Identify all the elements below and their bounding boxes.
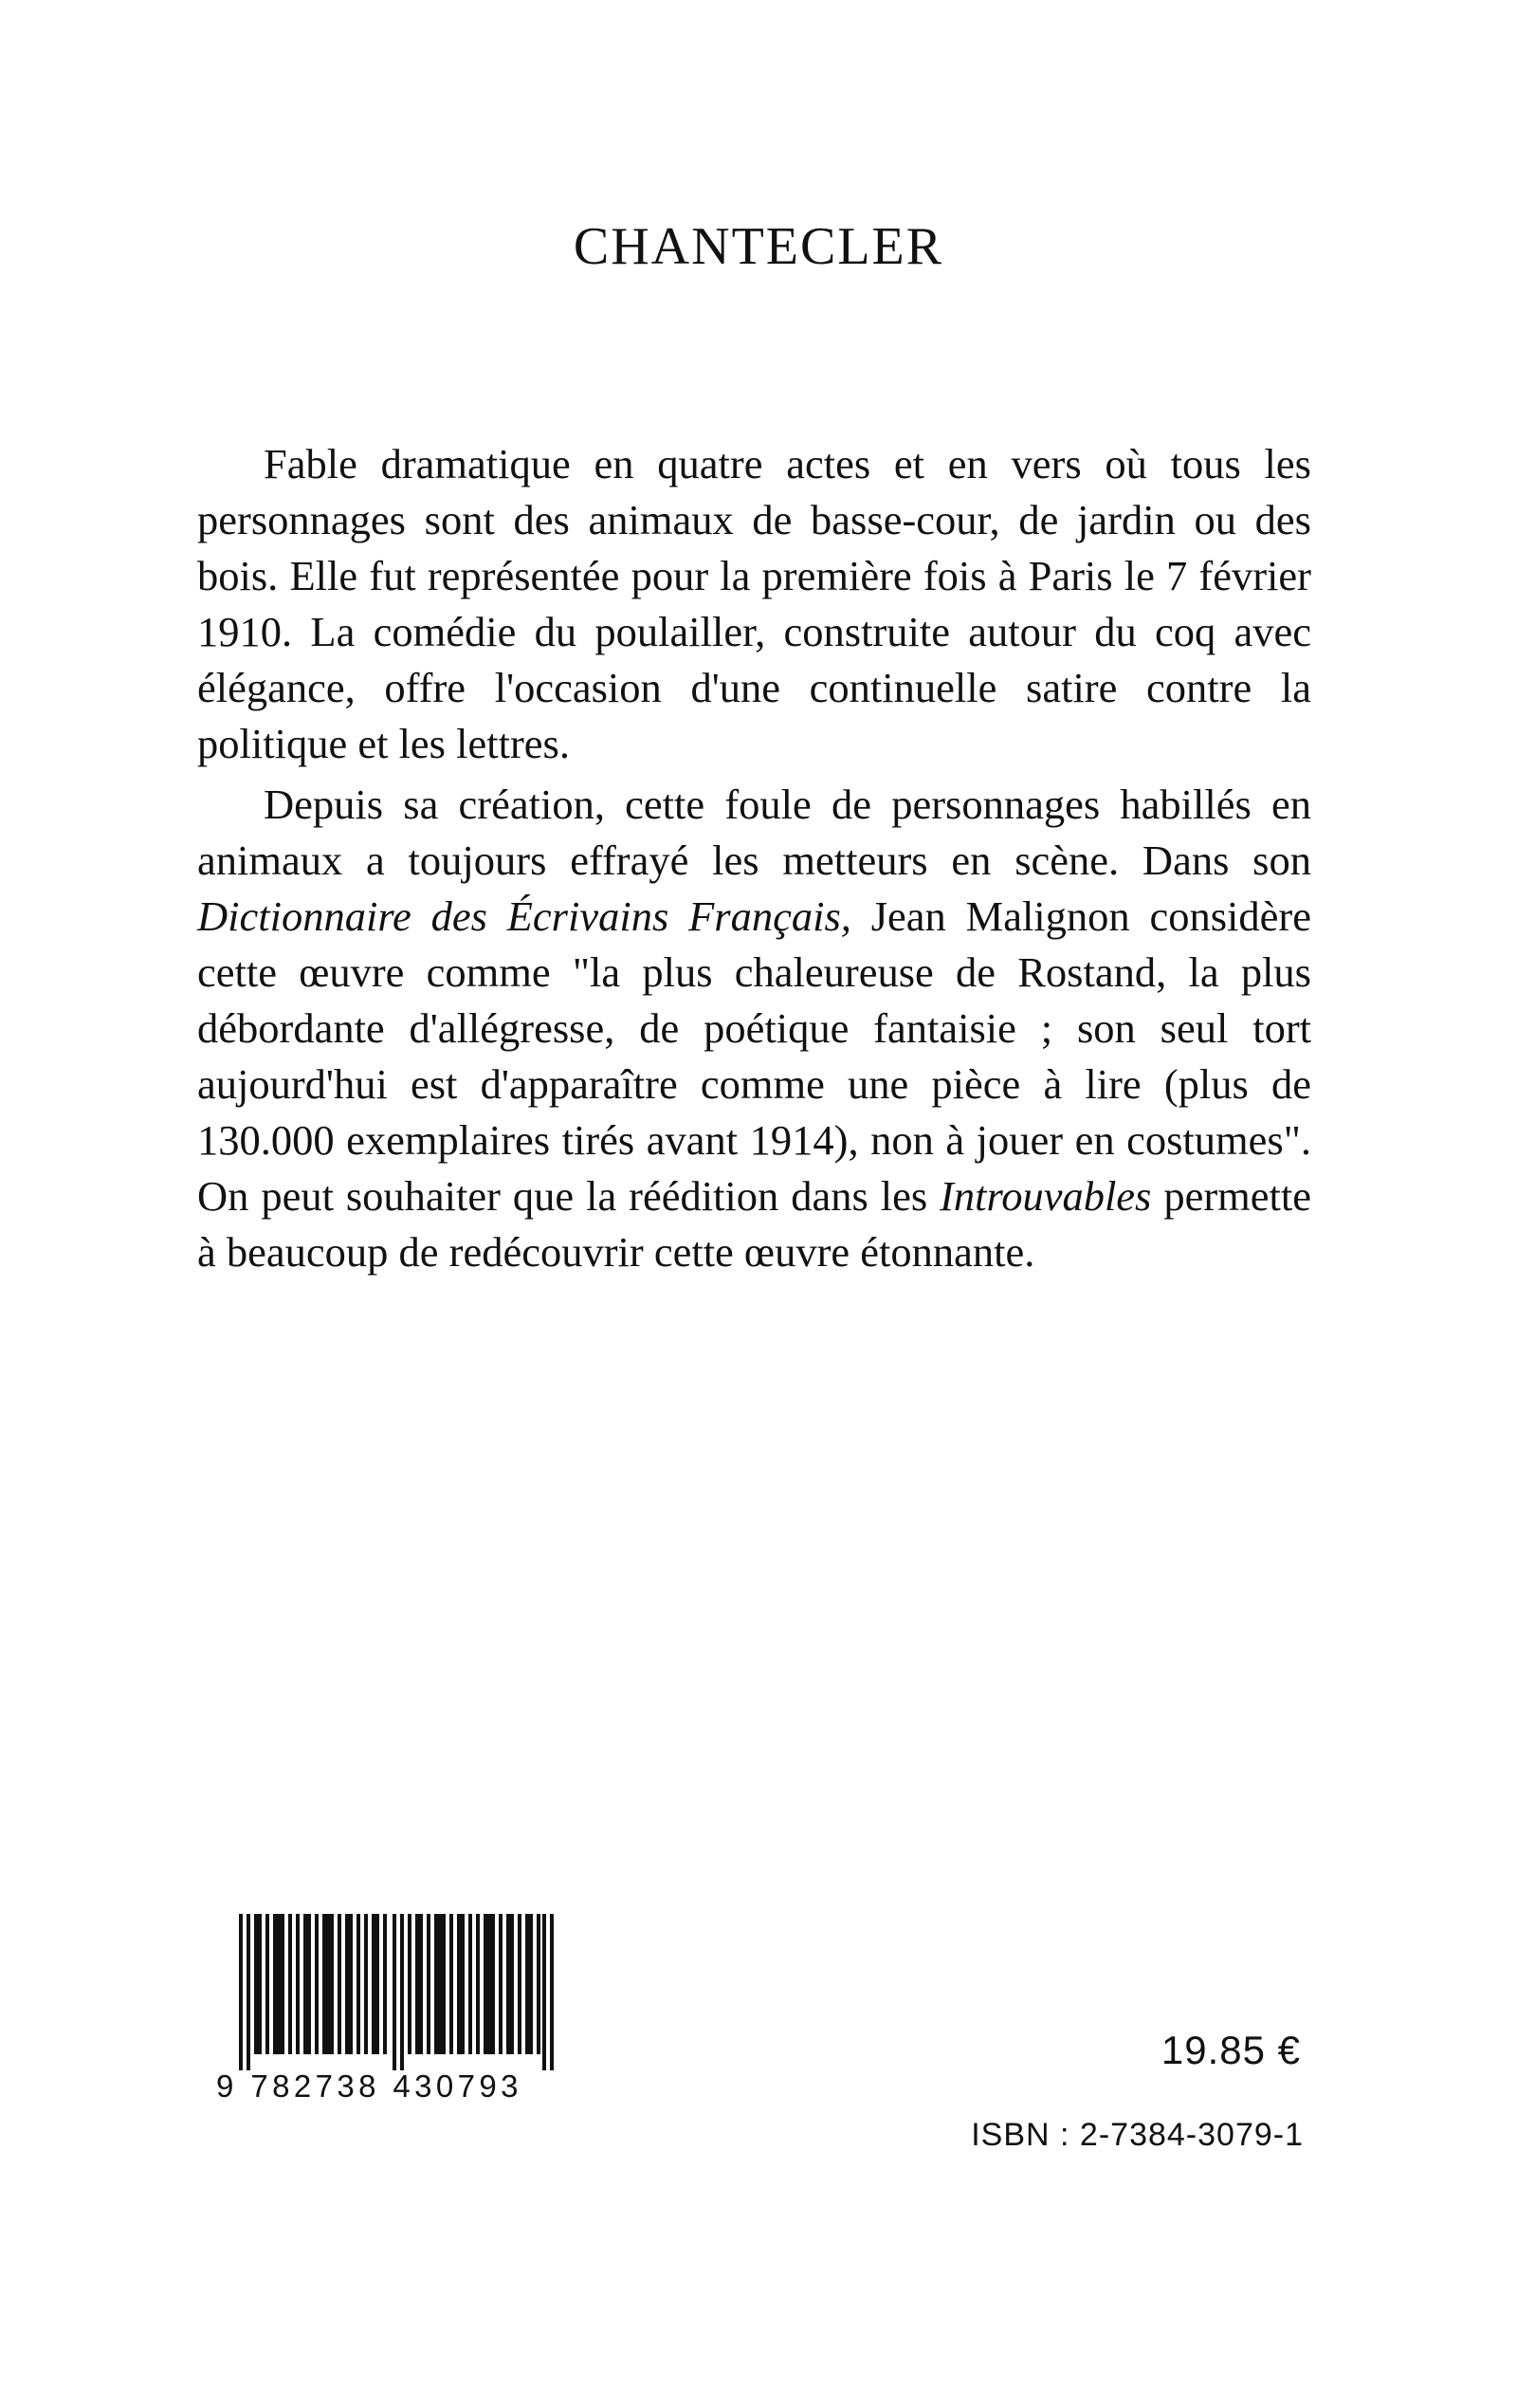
barcode-digits: 9 782738 430793: [216, 2068, 522, 2104]
dictionary-title: Dictionnaire des Écrivains Français,: [197, 892, 851, 940]
collection-title: Introuvables: [940, 1172, 1152, 1220]
price: 19.85 €: [1161, 2028, 1301, 2072]
isbn: ISBN : 2-7384-3079-1: [971, 2117, 1304, 2153]
barcode: [216, 1914, 567, 2104]
paragraph-2-text-c: permette à beaucoup de redécouvrir cette œuvre étonnante.: [197, 1172, 1311, 1276]
blurb-paragraph-2: [197, 777, 1311, 1280]
blurb: [197, 436, 1311, 1280]
book-title: CHANTECLER: [573, 217, 944, 276]
blurb-paragraph-1: Fable dramatique en quatre actes et en vers où tous les personnages sont des animaux de basse-cour, de jardin ou des bois. Elle fut représentée pour la première fois à Paris le 7 février 1910. La comédie du poulailler, construite autour du coq avec élégance, offre l'occasion d'une continuelle satire contre la politique et les lettres.: [197, 440, 1311, 767]
paragraph-2-text-b: Jean Malignon considère cette œuvre comme "la plus chaleureuse de Rostand, la plus débordante d'allégresse, de poétique fantaisie ; son seul tort aujourd'hui est d'apparaître comme une pièce à lire (plus de 130.000 exemplaires tirés avant 1914), non à jouer en costumes". On peut souhaiter que la réédition dans les: [197, 892, 1311, 1220]
barcode-bars: [239, 1914, 554, 2070]
paragraph-2-text-a: Depuis sa création, cette foule de personnages habillés en animaux a toujours effrayé les metteurs en scène. Dans son: [197, 781, 1311, 884]
